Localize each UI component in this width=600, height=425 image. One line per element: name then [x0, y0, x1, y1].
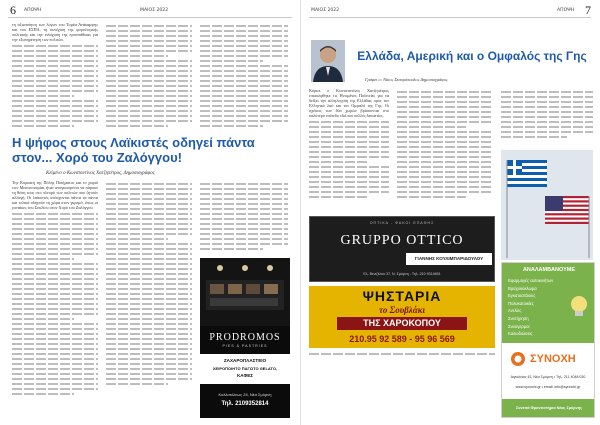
article-body-right: Κύριοι ο Κωνσταντίνος Χατζηπέτρος επισκέφθηκε τις Ηνωμένες Πολιτείες για να δείξει την αλληλεγγύη της Ελλάδας προς τον Ελληνικό λαό και τον Ομφαλό της Γης. Οι σχέσεις των δύο χωρών βρίσκονται στο καλύτερο επίπεδο εδώ και πολλές δεκαετίες. [309, 88, 389, 118]
right-page-bottom-text [309, 350, 495, 358]
article-headline-right: Ελλάδα, Αμερική και ο Ομφαλός της Γης [357, 49, 587, 63]
synochi-service-item: Εφαρμογές αυτοκινήτων [508, 278, 554, 283]
greek-us-flags-photo [501, 150, 593, 260]
top-text: τη αξιοποίηση των λόγων του Τομέα Ανάκαμψης και του ΕΣΠΑ, τη συνέχιση της φορολογικής πολιτικής και την ενίσχυση της προσπάθειας για την εξυπηρέτηση των πολιτών. [12, 22, 98, 42]
pastry-shop-photo [200, 258, 290, 326]
right-body-column-1 [309, 88, 389, 212]
gruppo-ottico-ad [309, 216, 495, 282]
gruppo-owner: ΓΙΑΝΝΗΣ ΚΟΥΛΙΜΠΑΡΙΔΟΥΛΟΥ [414, 256, 484, 261]
header-rule [8, 17, 292, 18]
gruppo-address: Ελ. Βενιζέλου 37, Ν. Σμύρνη - Τηλ. 210 9314651 [363, 272, 441, 276]
prodromos-services-box [200, 354, 290, 384]
article-byline-right: Γράφει ο: Νίκος Σταυρόπουλος Δημοσιογράφος [365, 77, 448, 82]
right-body-column-3 [501, 88, 593, 150]
synochi-service-item: Αντλίες [508, 308, 522, 314]
synochi-service-item: Συντήρηση [508, 315, 529, 321]
synochi-brand: ΣΥΝΟΧΗ [530, 353, 576, 365]
header-rule-right [309, 17, 591, 18]
prodromos-line1: ΖΑΧΑΡΟΠΛΑΣΤΕΙΟ [223, 358, 267, 363]
body-column-3 [200, 180, 288, 256]
psitaria-subtitle: το Σουβλάκι [379, 305, 425, 315]
psitaria-title: ΨΗΣΤΑΡΙΑ [362, 288, 442, 304]
synochi-service-item: Συναγερμοί [508, 323, 530, 329]
paper-name-right: ΑΠΟΨΗ [557, 8, 575, 13]
synochi-ad [501, 262, 595, 418]
prodromos-phone: Τηλ. 2109352814 [221, 401, 269, 407]
synochi-logo-icon [510, 351, 526, 367]
prodromos-line3: ΚΑΦΕΣ [236, 373, 254, 378]
gruppo-name: GRUPPO OTTICO [340, 233, 464, 248]
synochi-address: Αιγιαλείας 43, Νέα Σμύρνη • Τηλ. 211 4048 030 [510, 375, 586, 379]
article-headline: Η ψήφος στους Λαϊκιστές οδηγεί πάντα στον... Χορό του Ζαλόγγου! [12, 135, 255, 165]
lightbulb-icon [566, 293, 592, 319]
prodromos-line2: ΧΕΙΡΟΠΟΙΗΤΟ ΠΑΓΩΤΟ GELATO, [212, 366, 278, 371]
top-text-column-3 [200, 22, 288, 130]
synochi-service-item: Καλωδιώσεις [508, 331, 533, 337]
page-number-right: 7 [585, 3, 591, 17]
article-byline: Κείμενο ο Κωνσταντίνος Χατζηπέτρος, Δημοσιογράφος [46, 171, 155, 176]
right-page [300, 0, 600, 425]
synochi-services-panel [502, 263, 595, 343]
top-text-column-1 [12, 22, 98, 130]
synochi-service-item: Πολυκατοικίες [508, 300, 534, 306]
psitaria-ad [309, 286, 495, 348]
article-body: Την Κυριακή της Πόλης Ποιήματος και το χωριό των Μεσοποταμίας ήταν αναγκασμένοι να πάρουν τη θέση τους στο πλευρό των πολιτών που ζητούν αλλαγή. Οι λαϊκιστές υπόσχονται πάντα τα πάντα και τελικά οδηγούν τη χώρα στον γκρεμό, όπως οι γυναίκες του Σουλίου στον Χορό του Ζαλόγγου. [12, 180, 98, 210]
author-portrait [311, 40, 345, 82]
psitaria-phone: 210.95 92 589 - 95 96 569 [349, 334, 455, 344]
paper-name: ΑΠΟΨΗ [24, 8, 42, 13]
issue-date-right: ΜΑΙΟΣ 2022 [311, 8, 340, 13]
prodromos-address: Καλλιπόλεως 24, Νέα Σμύρνη [218, 392, 272, 397]
synochi-web: www.synochi.gr • email: info@synochi.gr [515, 385, 581, 389]
gruppo-small-text: ΟΠΤΙΚΑ - ΦΑΚΟΙ ΕΠΑΦΗΣ [369, 221, 435, 225]
prodromos-name: PRODROMOS [209, 332, 281, 343]
body-column-2 [106, 180, 192, 416]
synochi-footer: Συνεπά Φροντιστήρια Νέας Σμύρνης [515, 406, 583, 410]
synochi-service-list [508, 277, 568, 338]
psitaria-name: ΤΗΣ ΧΑΡΟΚΟΠΟΥ [363, 318, 441, 328]
page-number: 6 [10, 3, 16, 17]
synochi-service-item: Εγκαταστάσεις [508, 293, 536, 299]
right-body-column-2 [397, 88, 493, 212]
synochi-service-item: Βραχυκύκλωμα [508, 285, 537, 291]
issue-date: ΜΑΙΟΣ 2022 [140, 8, 169, 13]
body-column-1 [12, 180, 98, 416]
synochi-footer-bar [502, 399, 595, 418]
synochi-header: ΑΝΑΛΑΜΒΑΝΟΥΜΕ [522, 267, 576, 273]
prodromos-subtitle: PIES & PASTRIES [222, 344, 268, 348]
gruppo-owner-box [406, 253, 492, 265]
prodromos-ad [200, 258, 290, 418]
top-text-column-2 [106, 22, 192, 130]
psitaria-name-banner [337, 317, 467, 330]
